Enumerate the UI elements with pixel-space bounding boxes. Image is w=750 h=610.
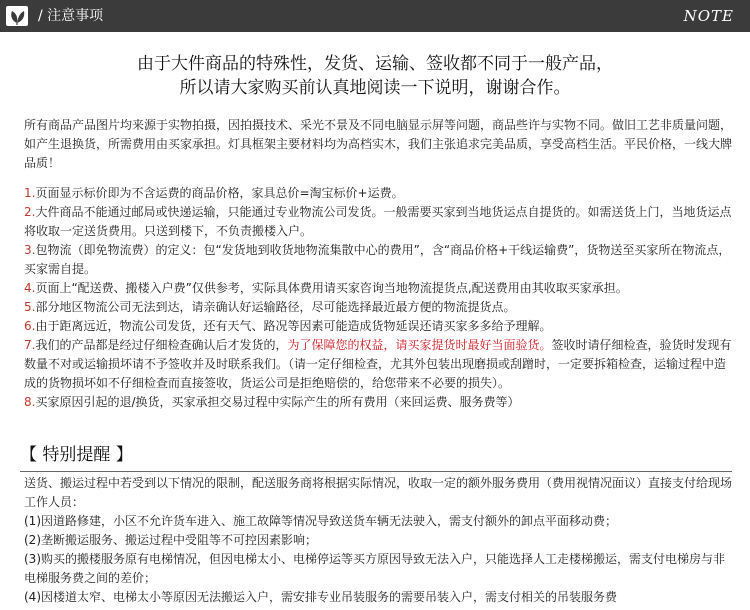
special-item-1: (1)因道路修建，小区不允许货车进入、施工故障等情况导致送货车辆无法驶入，需支付额外的卸点平面移动费； bbox=[24, 514, 618, 528]
rule-item-6 bbox=[24, 317, 732, 336]
special-intro: 送货、搬运过程中若受到以下情况的限制，配送服务商将根据实际情况，收取一定的额外服务费用（费用视情况面议）直接支付给现场工作人员： bbox=[24, 476, 733, 509]
rule-number: 4. bbox=[24, 281, 36, 295]
rule-text: 我们的产品都是经过仔细检查确认后才发货的， bbox=[35, 338, 288, 352]
rule-item-5 bbox=[24, 298, 732, 317]
leaf-logo-icon bbox=[6, 6, 28, 26]
rule-item-7 bbox=[24, 336, 732, 393]
rule-text: 页面上“配送费、搬楼入户费”仅供参考，实际具体费用请买家咨询当地物流提货点,配送费用由其收取买家承担。 bbox=[35, 281, 628, 295]
rule-item-8 bbox=[24, 393, 732, 412]
special-item-4: (4)因楼道太窄、电梯太小等原因无法搬运入户，需安排专业吊装服务的需要吊装入户，需支付相关的吊装服务费 bbox=[24, 590, 618, 604]
divider bbox=[20, 471, 732, 472]
header-bar bbox=[0, 0, 750, 32]
header-note: NOTE bbox=[683, 7, 734, 25]
headline-line-2: 所以请大家购买前认真地阅读一下说明，谢谢合作。 bbox=[179, 78, 571, 98]
rule-highlight: 为了保障您的权益，请买家提货时最好当面验货。 bbox=[287, 338, 552, 352]
rule-item-2 bbox=[24, 203, 732, 241]
intro-paragraph: 所有商品产品图片均来源于实物拍摄，因拍摄技术、采光不景及不同电脑显示屏等问题，商品些许与实物不同。做旧工艺非质量问题，如产生退换货，所需费用由买家承担。灯具框架主要材料均为高档实木，我们主张追求完美品质，享受高档生活。平民价格，一线大牌品质！ bbox=[24, 118, 733, 170]
header-title: / 注意事项 bbox=[38, 8, 104, 24]
rule-number: 8. bbox=[24, 395, 36, 409]
rule-text: 包物流（即免物流费）的定义：包“发货地到收货地物流集散中心的费用”，含“商品价格+干线运输费”，货物送至买家所在物流点，买家需自提。 bbox=[24, 243, 731, 276]
special-item-3: (3)购买的搬楼服务原有电梯情况，但因电梯太小、电梯停运等买方原因导致无法入户，只能选择人工走楼梯搬运，需支付电梯房与非电梯服务费之间的差价； bbox=[24, 552, 726, 585]
rule-item-3 bbox=[24, 241, 732, 279]
rule-text: 买家原因引起的退/换货，买家承担交易过程中实际产生的所有费用（来回运费、服务费等） bbox=[35, 395, 520, 409]
rule-number: 5. bbox=[24, 300, 36, 314]
special-reminder-title: 【 特别提醒 】 bbox=[20, 445, 133, 465]
rule-number: 6. bbox=[24, 319, 36, 333]
rules-list bbox=[24, 184, 732, 412]
special-reminder-body bbox=[24, 474, 736, 607]
rule-number: 1. bbox=[24, 186, 36, 200]
rule-text: 页面显示标价即为不含运费的商品价格，家具总价=淘宝标价+运费。 bbox=[35, 186, 404, 200]
headline-line-1: 由于大件商品的特殊性，发货、运输、签收都不同于一般产品， bbox=[137, 54, 613, 74]
rule-item-1 bbox=[24, 184, 732, 203]
headline bbox=[0, 52, 750, 100]
rule-text: 大件商品不能通过邮局或快递运输，只能通过专业物流公司发货。一般需要买家到当地货运点自提货的。如需送货上门，当地货运点将收取一定送货费用。只送到楼下，不负责搬楼入户。 bbox=[24, 205, 732, 238]
rule-number: 3. bbox=[24, 243, 36, 257]
rule-text: 部分地区物流公司无法到达，请亲确认好运输路径，尽可能选择最近最方便的物流提货点。 bbox=[35, 300, 516, 314]
special-item-2: (2)垄断搬运服务、搬运过程中受阻等不可控因素影响； bbox=[24, 533, 318, 547]
rule-number: 2. bbox=[24, 205, 36, 219]
rule-text: 签收时请仔细检查，验货时发现有数量不对或运输损坏请不予签收并及时联系我们。（请一定仔细检查，尤其外包装出现磨损或刮蹭时，一定要拆箱检查，运输过程中造成的货物损坏如不仔细检查而直接签收，货运公司是拒绝赔偿的，给您带来不必要的损失）。 bbox=[24, 338, 732, 390]
rule-text: 由于距离远近，物流公司发货，还有天气、路况等因素可能造成货物延误还请买家多多给予理解。 bbox=[35, 319, 552, 333]
rule-item-4 bbox=[24, 279, 732, 298]
rule-number: 7. bbox=[24, 338, 36, 352]
